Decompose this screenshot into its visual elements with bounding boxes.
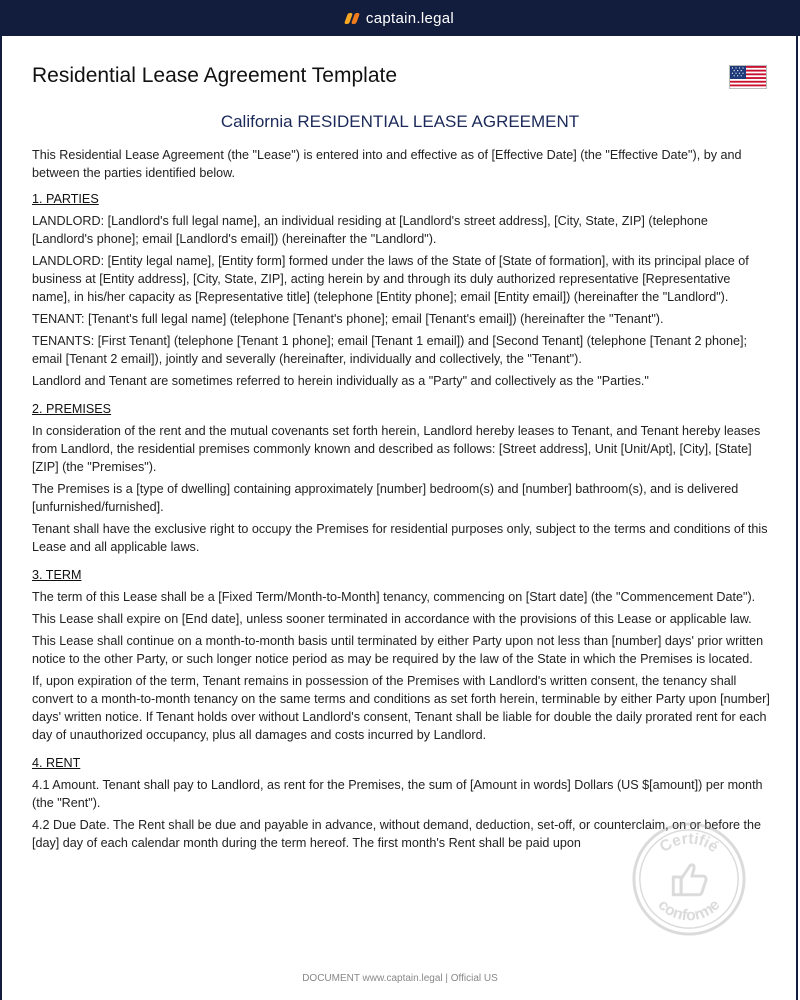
intro-paragraph: This Residential Lease Agreement (the "Lease") is entered into and effective as of [Effective Date] (the "Effective Date"), by and between the parties identified below. <box>32 148 742 180</box>
paragraph: 4.1 Amount. Tenant shall pay to Landlord, as rent for the Premises, the sum of [Amount in words] Dollars (US $[amount]) per month (the "Rent"). <box>32 778 763 810</box>
section-heading-premises: 2. PREMISES <box>32 402 112 416</box>
document-body <box>32 146 772 856</box>
paragraph: LANDLORD: [Entity legal name], [Entity form] formed under the laws of the State of [State of formation], with its principal place of business at [Entity address], [City, State, ZIP], acting herein by and through its duly authorized representative [Representative name], in his/her capacity as [Representative title] (telephone [Entity phone]; email [Entity email]) (hereinafter the "Landlord"). <box>32 254 749 304</box>
slash-logo-icon <box>344 13 360 24</box>
paragraph: In consideration of the rent and the mutual covenants set forth herein, Landlord hereby leases to Tenant, and Tenant hereby leases from Landlord, the residential premises commonly known and described as follows: [Street address], Unit [Unit/Apt], [City], [State] [ZIP] (the "Premises"). <box>32 424 761 474</box>
paragraph: If, upon expiration of the term, Tenant remains in possession of the Premises with Landlord's written consent, the tenancy shall convert to a month-to-month tenancy on the same terms and conditions as set forth herein, terminable by either Party upon [number] days' written notice. If Tenant holds over without Landlord's consent, Tenant shall be liable for double the daily prorated rent for each day of unauthorized occupancy, plus all damages and costs incurred by Landlord. <box>32 674 770 742</box>
paragraph: The term of this Lease shall be a [Fixed Term/Month-to-Month] tenancy, commencing on [Start date] (the "Commencement Date"). <box>32 590 756 604</box>
paragraph: This Lease shall expire on [End date], unless sooner terminated in accordance with the provisions of this Lease or applicable law. <box>32 612 752 626</box>
paragraph: The Premises is a [type of dwelling] containing approximately [number] bedroom(s) and [number] bathroom(s), and is delivered [unfurnished/furnished]. <box>32 482 739 514</box>
page-title: Residential Lease Agreement Template <box>32 64 398 87</box>
paragraph: 4.2 Due Date. The Rent shall be due and payable in advance, without demand, deduction, set-off, or counterclaim, on or before the [day] day of each calendar month during the term hereof. The first month's Rent shall be paid upon <box>32 818 762 850</box>
paragraph: Tenant shall have the exclusive right to occupy the Premises for residential purposes only, subject to the terms and conditions of this Lease and all applicable laws. <box>32 522 768 554</box>
paragraph: This Lease shall continue on a month-to-month basis until terminated by either Party upon not less than [number] days' prior written notice to the other Party, or such longer notice period as may be required by the law of the State in which the Premises is located. <box>32 634 764 666</box>
brand-name[interactable]: captain.legal <box>365 9 455 27</box>
document-heading: California RESIDENTIAL LEASE AGREEMENT <box>220 112 580 131</box>
footer-text: DOCUMENT www.captain.legal | Official US <box>302 973 498 984</box>
stamp-text-bottom: conforme <box>654 896 724 925</box>
paragraph: TENANT: [Tenant's full legal name] (telephone [Tenant's phone]; email [Tenant's email]) (hereinafter the "Tenant"). <box>32 312 664 326</box>
top-bar <box>0 0 800 36</box>
section-heading-rent: 4. RENT <box>32 756 81 770</box>
stamp-text-top: Certifié <box>656 830 722 857</box>
section-heading-parties: 1. PARTIES <box>32 192 99 206</box>
paragraph: LANDLORD: [Landlord's full legal name], an individual residing at [Landlord's street address], [City, State, ZIP] (telephone [Landlord's phone]; email [Landlord's email]) (hereinafter the "Landlord"). <box>32 214 708 246</box>
paragraph: TENANTS: [First Tenant] (telephone [Tenant 1 phone]; email [Tenant 1 email]) and [Second Tenant] (telephone [Tenant 2 phone]; email [Tenant 2 email]), jointly and severally (hereinafter, individually and collectively, the "Tenant"). <box>32 334 748 366</box>
us-flag-icon <box>729 65 767 89</box>
section-heading-term: 3. TERM <box>32 568 82 582</box>
paragraph: Landlord and Tenant are sometimes referred to herein individually as a "Party" and collectively as the "Parties." <box>32 374 649 388</box>
